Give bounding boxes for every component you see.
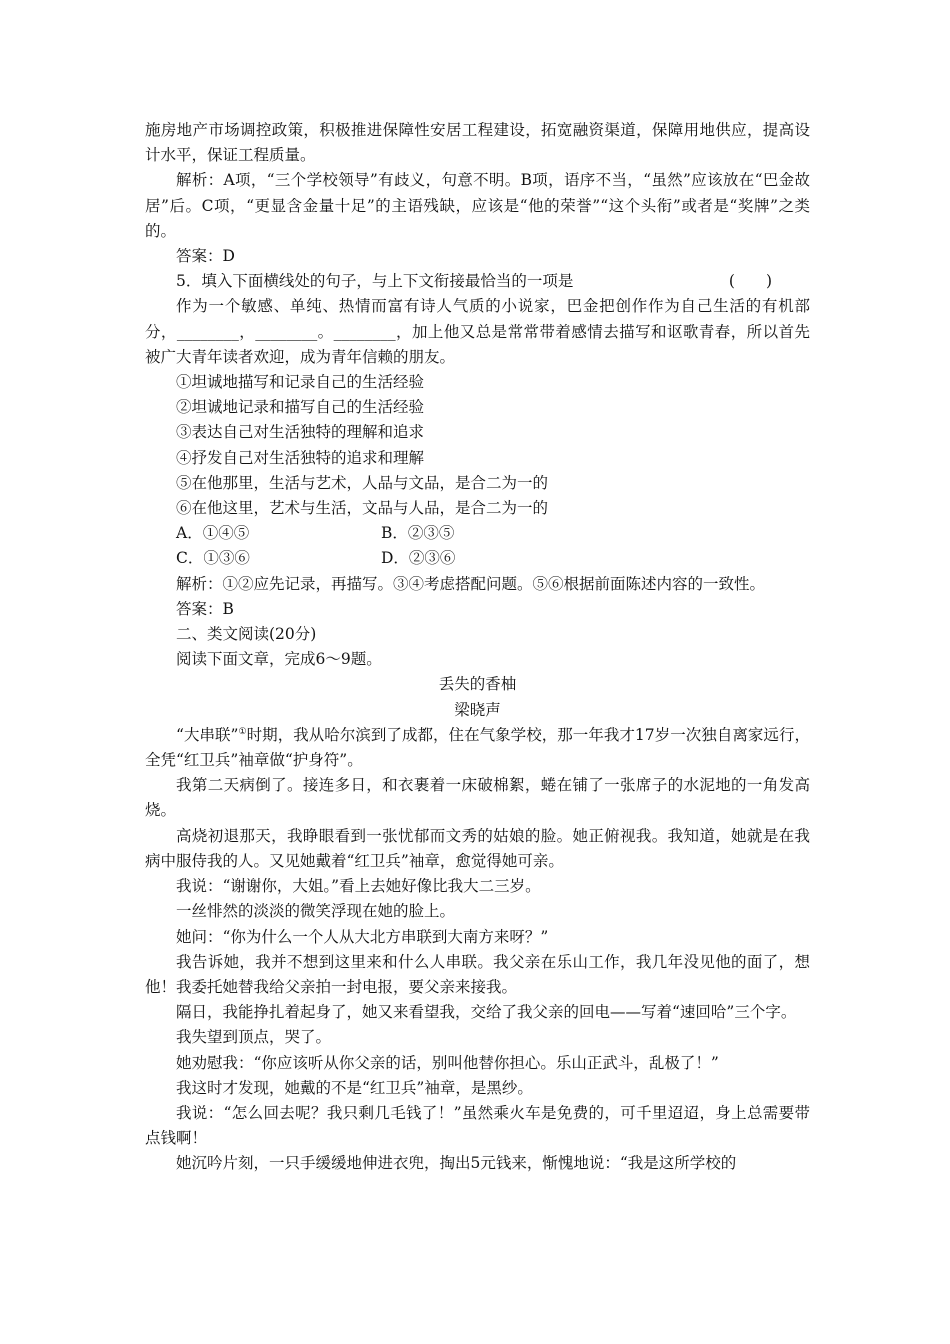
article-title: 丢失的香柚 bbox=[438, 675, 517, 694]
q5-analysis: 解析：①②应先记录，再描写。③④考虑搭配问题。⑤⑥根据前面陈述内容的一致性。 bbox=[176, 574, 766, 593]
article-paragraph: 她沉吟片刻，一只手缓缓地伸进衣兜，掏出5元钱来，惭愧地说：“我是这所学校的 bbox=[176, 1154, 737, 1173]
q5-option-4: ④抒发自己对生活独特的追求和理解 bbox=[176, 448, 425, 467]
article-paragraph: 隔日，我能挣扎着起身了，她又来看望我，交给了我父亲的回电——写着“速回哈”三个字。 bbox=[176, 1003, 797, 1022]
q5-answer: 答案：B bbox=[176, 599, 234, 618]
q4-answer: 答案：D bbox=[176, 247, 235, 266]
q5-choice-c: C．①③⑥ bbox=[176, 549, 250, 568]
section-heading: 二、类文阅读(20分) bbox=[176, 625, 317, 644]
article-paragraph: 我说：“谢谢你，大姐。”看上去她好像比我大二三岁。 bbox=[176, 877, 541, 896]
q5-choice-b: B．②③⑤ bbox=[381, 524, 455, 543]
q5-option-1: ①坦诚地描写和记录自己的生活经验 bbox=[176, 373, 425, 392]
article-paragraph: 我第二天病倒了。接连多日，和衣裹着一床破棉絮，蜷在铺了一张席子的水泥地的一角发高烧。 bbox=[145, 776, 810, 820]
q5-option-5: ⑤在他那里，生活与艺术，人品与文品，是合二为一的 bbox=[176, 473, 549, 492]
q5-question-line bbox=[145, 269, 810, 294]
article-paragraph: 我这时才发现，她戴的不是“红卫兵”袖章，是黑纱。 bbox=[176, 1078, 533, 1097]
footnote-marker: ① bbox=[238, 726, 247, 737]
article-paragraph: 我说：“怎么回去呢？我只剩几毛钱了！”虽然乘火车是免费的，可千里迢迢，身上总需要带点钱啊！ bbox=[145, 1103, 810, 1148]
q5-choice-d: D．②③⑥ bbox=[381, 549, 456, 568]
q5-option-2: ②坦诚地记录和描写自己的生活经验 bbox=[176, 398, 425, 417]
paragraph-intro: 施房地产市场调控政策，积极推进保障性安居工程建设，拓宽融资渠道，保障用地供应，提高设计水平，保证工程质量。 bbox=[145, 121, 810, 165]
q5-choices-row-2 bbox=[145, 546, 810, 571]
article-p1-start: “大串联” bbox=[176, 725, 239, 744]
q5-option-6: ⑥在他这里，艺术与生活，文品与人品，是合二为一的 bbox=[176, 499, 549, 518]
q5-answer-paren: ( ) bbox=[728, 272, 772, 291]
article-author: 梁晓声 bbox=[454, 700, 501, 719]
article-paragraph-1 bbox=[145, 723, 810, 773]
q5-question: 5．填入下面横线处的句子，与上下文衔接最恰当的一项是 bbox=[176, 272, 574, 291]
article-paragraph: 她劝慰我：“你应该听从你父亲的话，别叫他替你担心。乐山正武斗，乱极了！” bbox=[176, 1053, 719, 1072]
section-instruction: 阅读下面文章，完成6～9题。 bbox=[176, 650, 382, 669]
article-paragraph: 我失望到顶点，哭了。 bbox=[176, 1028, 332, 1047]
q4-analysis: 解析：A项，“三个学校领导”有歧义，句意不明。B项，语序不当，“虽然”应该放在“巴金故居”后。C项，“更显含金量十足”的主语残缺，应该是“他的荣誉”“这个头衔”或者是“奖牌”之类的。 bbox=[145, 171, 810, 240]
document-body bbox=[145, 118, 810, 1177]
article-paragraph: 高烧初退那天，我睁眼看到一张忧郁而文秀的姑娘的脸。她正俯视我。我知道，她就是在我病中服侍我的人。又见她戴着“红卫兵”袖章，愈觉得她可亲。 bbox=[145, 826, 810, 870]
article-paragraph: 我告诉她，我并不想到这里来和什么人串联。我父亲在乐山工作，我几年没见他的面了，想他！我委托她替我给父亲拍一封电报，要父亲来接我。 bbox=[145, 952, 810, 996]
q5-option-3: ③表达自己对生活独特的理解和追求 bbox=[176, 423, 425, 442]
article-paragraph: 她问：“你为什么一个人从大北方串联到大南方来呀？” bbox=[176, 927, 549, 946]
article-p1-rest: 时期，我从哈尔滨到了成都，住在气象学校，那一年我才17岁一次独自离家远行，全凭“红卫兵”袖章做“护身符”。 bbox=[145, 725, 810, 770]
q5-choice-a: A．①④⑤ bbox=[176, 524, 250, 543]
article-paragraph: 一丝悱然的淡淡的微笑浮现在她的脸上。 bbox=[176, 902, 456, 921]
q5-choices-row-1 bbox=[145, 521, 810, 546]
q5-passage: 作为一个敏感、单纯、热情而富有诗人气质的小说家，巴金把创作作为自己生活的有机部分，________，________。________，加上他又总是常常带着感情去描写和讴歌青春，所以首先被广大青年读者欢迎，成为青年信赖的朋友。 bbox=[145, 297, 810, 366]
